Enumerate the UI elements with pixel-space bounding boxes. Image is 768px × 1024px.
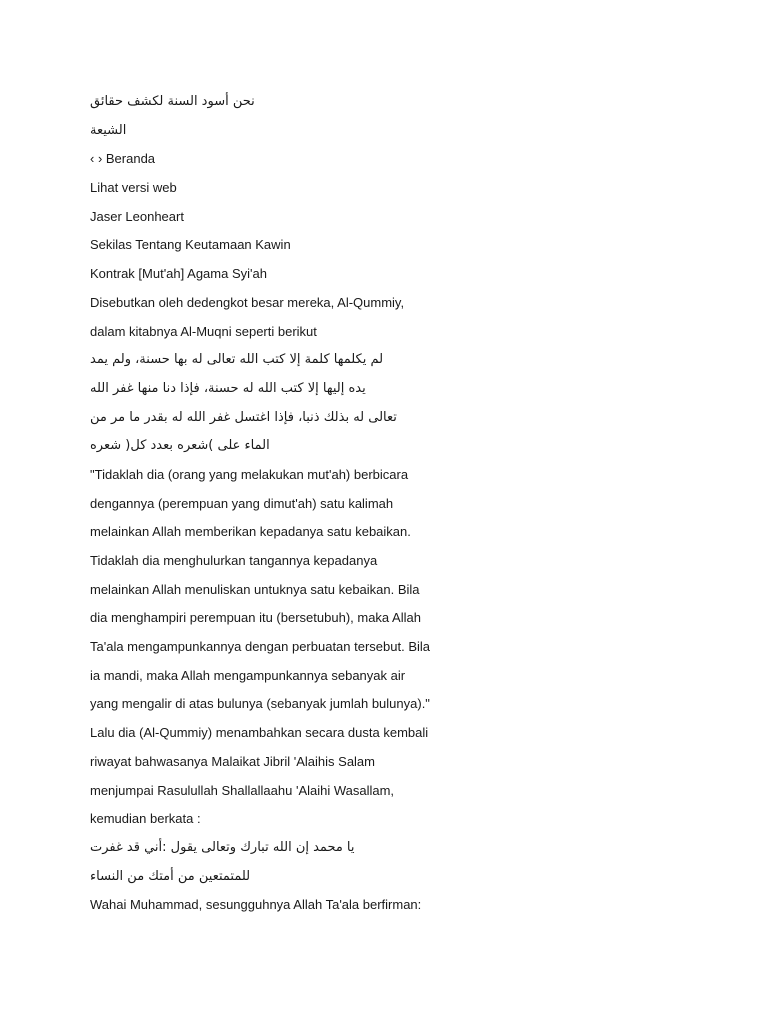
body-text-line: Disebutkan oleh dedengkot besar mereka, Al-Qummiy, <box>90 294 405 310</box>
body-text-line: ia mandi, maka Allah mengampunkannya sebanyak air <box>90 667 406 683</box>
arabic-quote-line: لم يكلمها كلمة إلا كتب الله تعالى له بها حسنة، ولم يمد <box>90 352 384 368</box>
site-title-line-2: الشيعة <box>90 122 127 138</box>
article-title-line-2: Kontrak [Mut'ah] Agama Syi'ah <box>90 266 267 282</box>
document-page <box>90 88 430 920</box>
body-text-line: Lalu dia (Al-Qummiy) menambahkan secara dusta kembali <box>90 725 429 741</box>
body-text-line: dengannya (perempuan yang dimut'ah) satu kalimah <box>90 495 394 511</box>
web-version-link[interactable]: Lihat versi web <box>90 180 177 196</box>
arabic-quote-line: يده إليها إلا كتب الله له حسنة، فإذا دنا منها غفر الله <box>90 380 366 396</box>
body-text-line: kemudian berkata : <box>90 811 201 827</box>
body-text-line: dia menghampiri perempuan itu (bersetubuh), maka Allah <box>90 610 421 626</box>
author-name: Jaser Leonheart <box>90 208 184 224</box>
arabic-quote-line: الماء على )شعره بعدد كل( شعره <box>90 438 270 454</box>
body-text-line: "Tidaklah dia (orang yang melakukan mut'ah) berbicara <box>90 466 409 482</box>
body-text-line: riwayat bahwasanya Malaikat Jibril 'Alaihis Salam <box>90 753 375 769</box>
arabic-quote-line: تعالى له بذلك ذنبا، فإذا اغتسل غفر الله له بقدر ما مر من <box>90 409 397 425</box>
body-text-line: Ta'ala mengampunkannya dengan perbuatan tersebut. Bila <box>90 639 430 655</box>
arabic-quote-line: للمتمتعين من أمتك من النساء <box>90 868 251 884</box>
site-title-line-1: نحن أسود السنة لكشف حقائق <box>90 94 255 109</box>
arabic-quote-line: يا محمد إن الله تبارك وتعالى يقول :أني قد غفرت <box>90 839 355 855</box>
breadcrumb-home-link[interactable]: ‹ › Beranda <box>90 151 156 167</box>
article-title-line-1: Sekilas Tentang Keutamaan Kawin <box>90 237 291 253</box>
body-text-line: Wahai Muhammad, sesungguhnya Allah Ta'ala berfirman: <box>90 897 422 913</box>
body-text-line: melainkan Allah memberikan kepadanya satu kebaikan. <box>90 524 411 540</box>
body-text-line: dalam kitabnya Al-Muqni seperti berikut <box>90 323 317 339</box>
body-text-line: melainkan Allah menuliskan untuknya satu kebaikan. Bila <box>90 581 420 597</box>
body-text-line: Tidaklah dia menghulurkan tangannya kepadanya <box>90 553 378 568</box>
body-text-line: menjumpai Rasulullah Shallallaahu 'Alaihi Wasallam, <box>90 782 395 798</box>
body-text-line: yang mengalir di atas bulunya (sebanyak jumlah bulunya)." <box>90 696 430 712</box>
